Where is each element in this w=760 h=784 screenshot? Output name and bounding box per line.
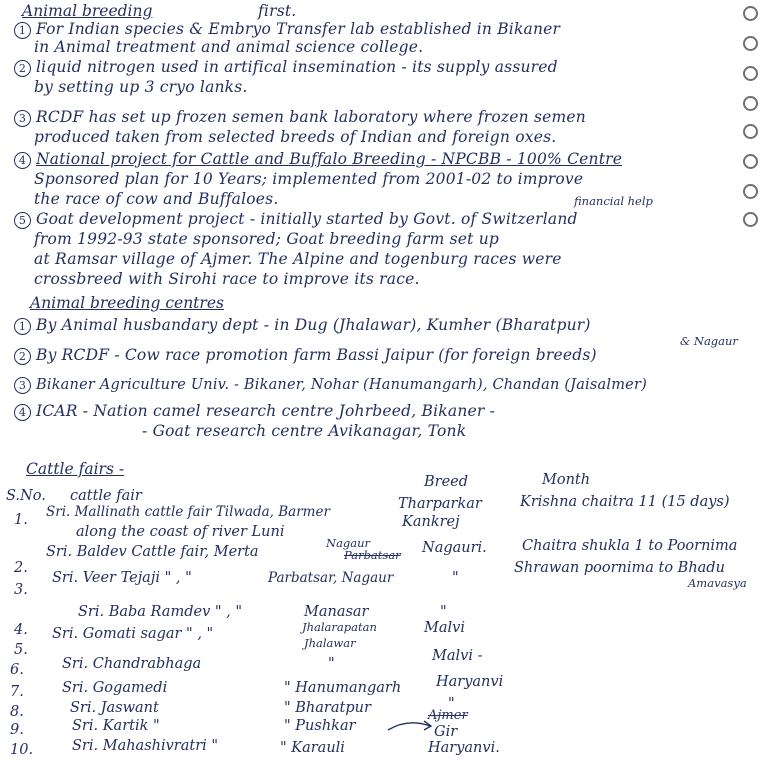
fair-breed: Tharparkar	[398, 496, 482, 512]
fair-name: Sri. Jaswant	[70, 700, 159, 716]
item-number: 4	[14, 404, 31, 421]
section-heading-animal-breeding: Animal breeding	[22, 2, 153, 20]
fair-breed: "	[448, 696, 455, 712]
fair-month: Krishna chaitra 11 (15 days)	[520, 494, 730, 510]
breeding-item-5	[14, 210, 578, 229]
fair-name: Sri. Baldev Cattle fair, Merta	[46, 544, 259, 560]
fair-breed: Malvi	[424, 620, 465, 636]
centre-item-1	[14, 316, 591, 335]
binding-ring	[743, 212, 758, 227]
item-number: 3	[14, 110, 31, 127]
item-text: Bikaner Agriculture Univ. - Bikaner, Nohar (Hanumangarh), Chandan (Jaisalmer)	[36, 377, 647, 393]
section-heading-cattle-fairs: Cattle fairs -	[26, 460, 125, 478]
item-number: 5	[14, 212, 31, 229]
item-text: For Indian species & Embryo Transfer lab established in Bikaner	[36, 20, 561, 38]
binding-ring	[743, 66, 758, 81]
fair-month: Chaitra shukla 1 to Poornima	[522, 538, 738, 554]
financial-help-note: financial help	[574, 194, 653, 208]
item-text: National project for Cattle and Buffalo Breeding - NPCBB - 100% Centre	[36, 150, 623, 168]
fair-location-cont: Jhalawar	[304, 636, 356, 650]
item-text: By Animal husbandary dept - in Dug (Jhalawar), Kumher (Bharatpur)	[36, 316, 591, 334]
centre-item-1-extra: & Nagaur	[680, 334, 738, 348]
fair-month: Shrawan poornima to Bhadu	[514, 560, 725, 576]
struck-text: Ajmer	[428, 708, 468, 723]
fair-breed-cont: Kankrej	[402, 514, 460, 530]
fair-location: " Bharatpur	[284, 700, 371, 716]
fair-name: Sri. Veer Tejaji " , "	[52, 570, 192, 586]
fair-name: Sri. Baba Ramdev " , "	[78, 604, 243, 620]
section-heading-centres: Animal breeding centres	[30, 294, 224, 312]
binding-ring	[743, 184, 758, 199]
spiral-binding	[738, 0, 760, 784]
fair-name: Sri. Mallinath cattle fair Tilwada, Barmer	[46, 504, 330, 520]
item-text: ICAR - Nation camel research centre Johrbeed, Bikaner -	[36, 402, 496, 420]
binding-ring	[743, 96, 758, 111]
struck-text: Parbatsar	[344, 548, 401, 562]
fair-sno: 2.	[14, 560, 28, 576]
centre-item-4-cont: - Goat research centre Avikanagar, Tonk	[142, 422, 467, 440]
breeding-item-1	[14, 20, 560, 39]
breeding-item-5-cont2: at Ramsar village of Ajmer. The Alpine and togenburg races were	[34, 250, 562, 268]
item-number: 1	[14, 22, 31, 39]
fair-breed: "	[440, 604, 447, 620]
col-header-fair: cattle fair	[70, 488, 142, 504]
fair-breed: "	[452, 570, 459, 586]
centre-item-4	[14, 402, 495, 421]
breeding-item-4-cont: Sponsored plan for 10 Years; implemented from 2001-02 to improve	[34, 170, 584, 188]
fair-location: "	[328, 656, 335, 672]
breeding-item-3	[14, 108, 586, 127]
fair-name-cont: along the coast of river Luni	[76, 524, 285, 540]
breeding-item-4-cont2: the race of cow and Buffaloes.	[34, 190, 279, 208]
centre-item-3	[14, 376, 647, 394]
breeding-item-2-cont: by setting up 3 cryo lanks.	[34, 78, 248, 96]
col-header-sno: S.No.	[6, 488, 46, 504]
binding-ring	[743, 36, 758, 51]
breeding-item-2	[14, 58, 558, 77]
fair-breed: Haryanvi	[436, 674, 504, 690]
centre-item-2	[14, 346, 597, 365]
item-number: 4	[14, 152, 31, 169]
item-number: 1	[14, 318, 31, 335]
fair-location: " Hanumangarh	[284, 680, 402, 696]
fair-location: Manasar	[304, 604, 369, 620]
item-number: 2	[14, 60, 31, 77]
col-header-month: Month	[542, 472, 591, 488]
fair-location: " Karauli	[280, 740, 345, 756]
item-text: By RCDF - Cow race promotion farm Bassi Jaipur (for foreign breeds)	[36, 346, 597, 364]
fair-sno: 10.	[10, 742, 34, 758]
fair-breed: Haryanvi.	[428, 740, 500, 756]
fair-sno: 1.	[14, 512, 28, 528]
fair-breed: Malvi -	[432, 648, 483, 664]
fair-name: Sri. Mahashivratri "	[72, 738, 219, 754]
breeding-item-5-cont3: crossbreed with Sirohi race to improve its race.	[34, 270, 420, 288]
fair-sno: 4.	[14, 622, 28, 638]
item-number: 3	[14, 377, 31, 394]
fair-location: Parbatsar, Nagaur	[268, 570, 394, 586]
binding-ring	[743, 124, 758, 139]
item-number: 2	[14, 348, 31, 365]
fair-sno: 9.	[10, 722, 24, 738]
breeding-item-3-cont: produced taken from selected breeds of Indian and foreign oxes.	[34, 128, 557, 146]
fair-sno: 6.	[10, 662, 24, 678]
fair-sno: 3.	[14, 582, 28, 598]
col-header-breed: Breed	[424, 474, 469, 490]
binding-ring	[743, 6, 758, 21]
fair-breed: Gir	[434, 724, 458, 740]
fair-name: Sri. Kartik "	[72, 718, 160, 734]
breeding-item-1-cont: in Animal treatment and animal science college.	[34, 38, 424, 56]
binding-ring	[743, 154, 758, 169]
fair-sno: 7.	[10, 684, 24, 700]
fair-breed: Nagauri.	[422, 540, 487, 556]
fair-month-cont: Amavasya	[688, 576, 747, 590]
breeding-item-5-cont: from 1992-93 state sponsored; Goat breeding farm set up	[34, 230, 500, 248]
fair-name: Sri. Gomati sagar " , "	[52, 626, 214, 642]
fair-location: Nagaur	[326, 536, 371, 550]
item-text: Goat development project - initially started by Govt. of Switzerland	[36, 210, 578, 228]
fair-name: Sri. Chandrabhaga	[62, 656, 202, 672]
item-text: liquid nitrogen used in artifical insemination - its supply assured	[36, 58, 558, 76]
first-note: first.	[258, 2, 297, 20]
fair-location: " Pushkar	[284, 718, 356, 734]
fair-sno: 8.	[10, 704, 24, 720]
fair-location: Jhalarapatan	[302, 620, 377, 634]
breeding-item-4	[14, 150, 622, 169]
fair-name: Sri. Gogamedi	[62, 680, 168, 696]
item-text: RCDF has set up frozen semen bank laboratory where frozen semen	[36, 108, 586, 126]
fair-sno: 5.	[14, 642, 28, 658]
